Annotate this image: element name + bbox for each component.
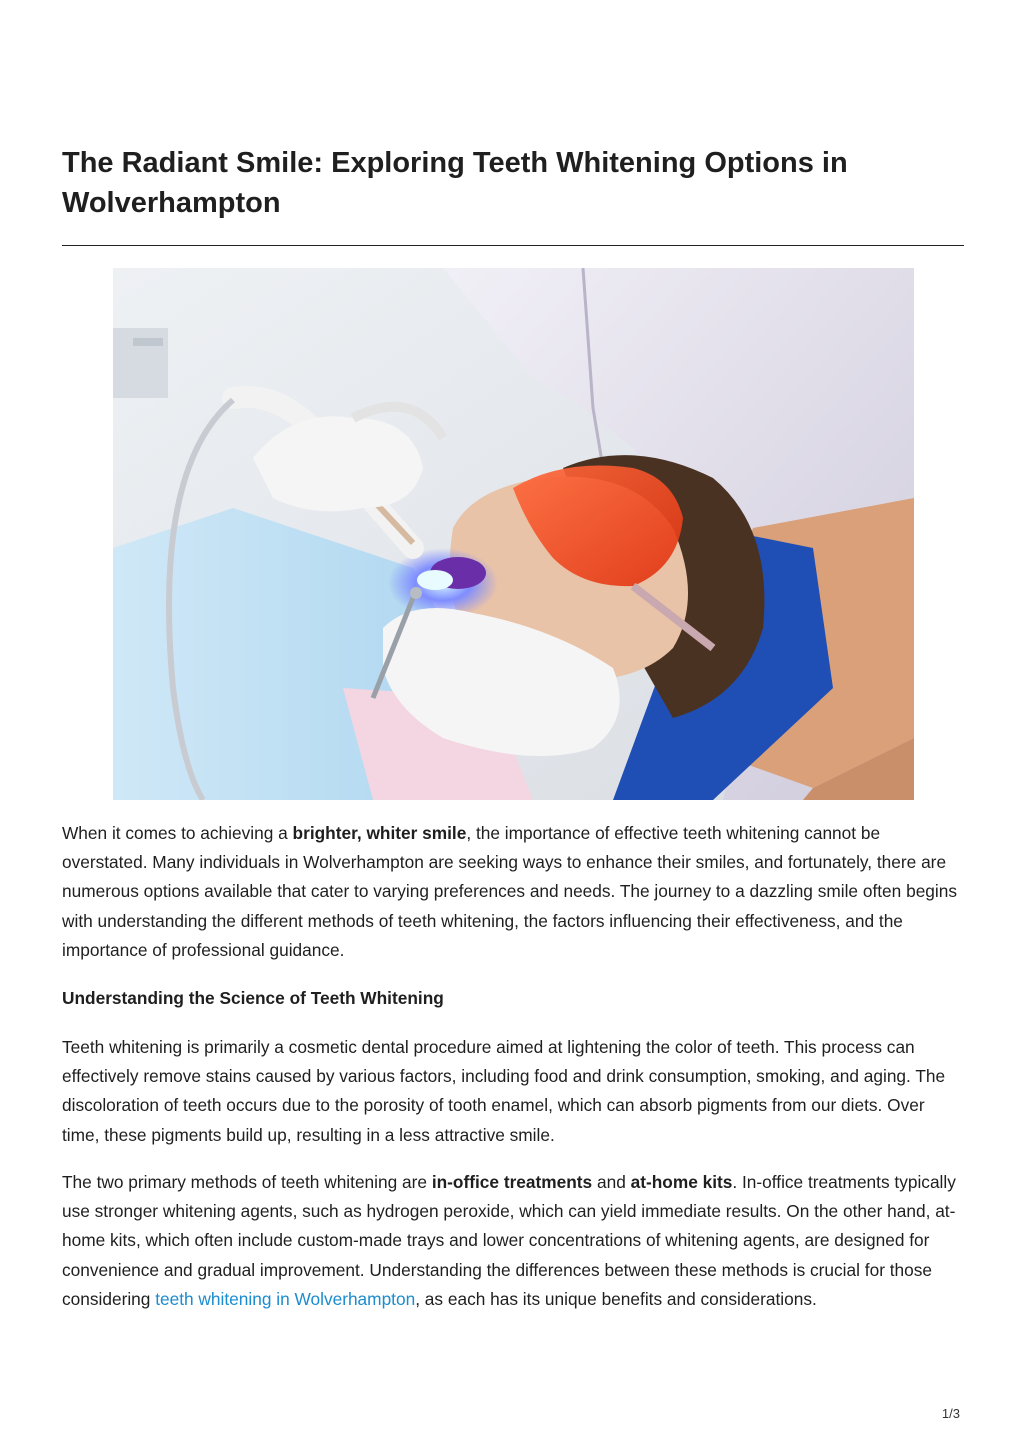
- teeth-whitening-link[interactable]: teeth whitening in Wolverhampton: [155, 1288, 416, 1309]
- methods-text-1: The two primary methods of teeth whitening are: [62, 1172, 432, 1192]
- page-title: The Radiant Smile: Exploring Teeth Whitening Options in Wolverhampton: [62, 147, 848, 219]
- hero-image: [113, 268, 914, 800]
- methods-text-3: . In-office treatments typically use stronger whitening agents, such as hydrogen peroxide, which can yield immediate results. On the other hand, at-home kits, which often include custom-made trays and lower concentrations of whitening agents, are designed for convenience and gradual improvement. Understanding the differences between these methods is crucial for those considering: [62, 1172, 956, 1309]
- page-number: 1/3: [941, 1406, 960, 1421]
- methods-bold-at-home: at-home kits: [630, 1172, 733, 1192]
- intro-text-before: When it comes to achieving a: [62, 823, 293, 843]
- intro-paragraph: [62, 819, 962, 965]
- intro-text-after: , the importance of effective teeth whitening cannot be overstated. Many individuals in Wolverhampton are seeking ways to enhance their smiles, and fortunately, there are numerous options available that cater to varying preferences and needs. The journey to a dazzling smile often begins with understanding the different methods of teeth whitening, the factors influencing their effectiveness, and the importance of professional guidance.: [62, 823, 958, 960]
- dental-whitening-photo-icon: [113, 268, 914, 800]
- intro-bold-phrase: brighter, whiter smile: [292, 823, 467, 843]
- section-heading: Understanding the Science of Teeth Whitening: [62, 988, 444, 1008]
- title-divider: [62, 245, 964, 246]
- methods-paragraph: [62, 1168, 962, 1314]
- science-paragraph: Teeth whitening is primarily a cosmetic dental procedure aimed at lightening the color of teeth. This process can effectively remove stains caused by various factors, including food and drink consumption, smoking, and aging. The discoloration of teeth occurs due to the porosity of tooth enamel, which can absorb pigments from our diets. Over time, these pigments build up, resulting in a less attractive smile.: [62, 1037, 946, 1145]
- methods-text-4: , as each has its unique benefits and considerations.: [415, 1288, 817, 1309]
- methods-text-2: and: [592, 1172, 631, 1192]
- methods-bold-in-office: in-office treatments: [431, 1172, 593, 1192]
